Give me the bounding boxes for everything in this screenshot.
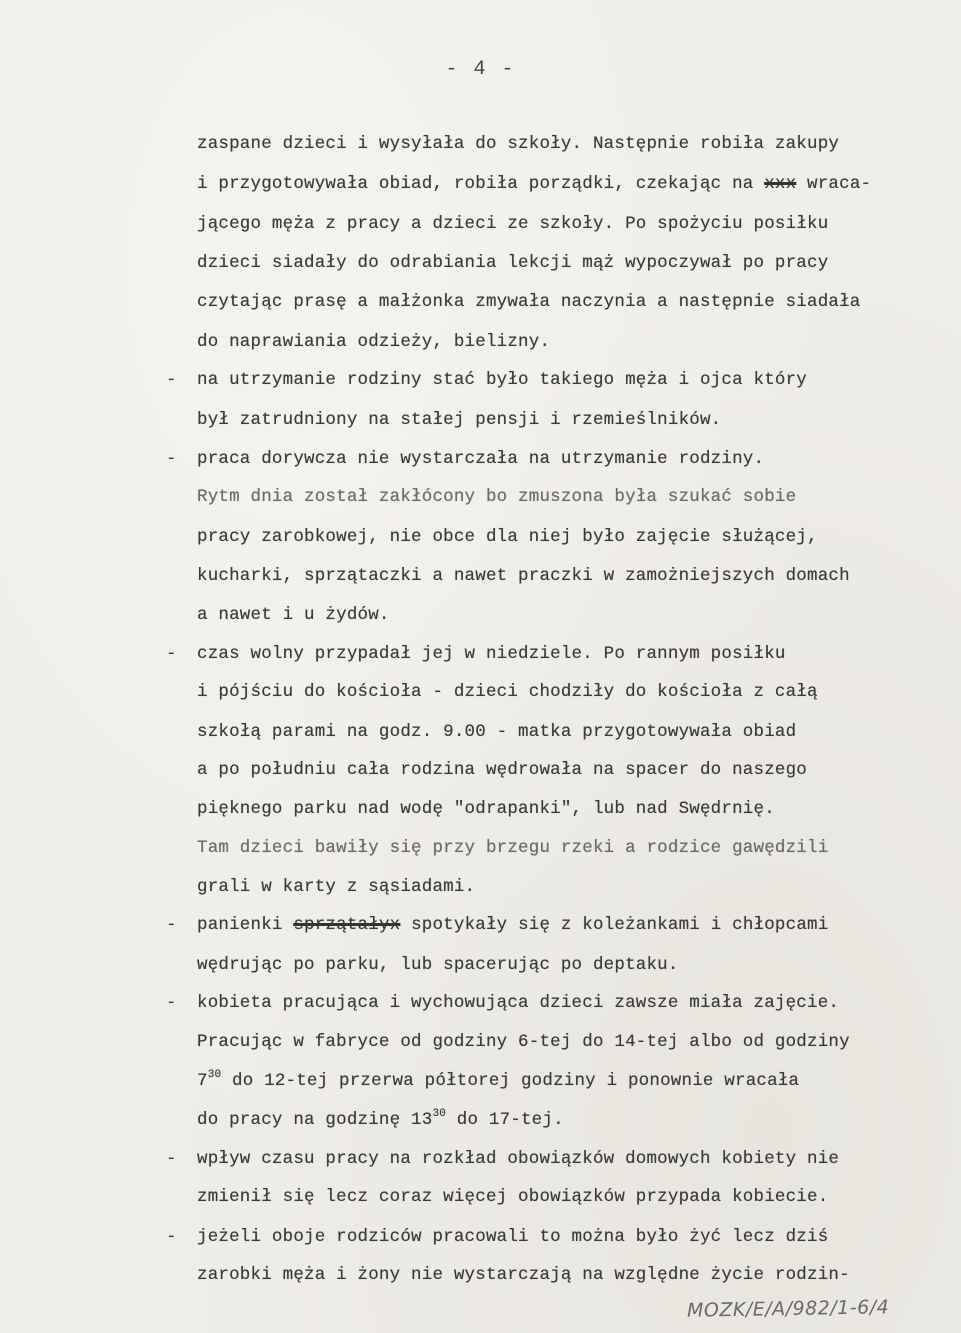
bullet-dash: - (166, 1149, 177, 1169)
text-line: zmienił się lecz coraz więcej obowiązków przypada kobiecie. (197, 1187, 829, 1207)
bullet-dash: - (166, 915, 177, 935)
text-line: dzieci siadały do odrabiania lekcji mąż wypoczywał po pracy (197, 253, 829, 273)
struck-out-word: xxx (764, 174, 797, 194)
text-line: i pójściu do kościoła - dzieci chodziły do kościoła z całą (197, 682, 818, 702)
text-fragment: panienki (197, 915, 283, 935)
text-line: a nawet i u żydów. (197, 605, 390, 625)
bullet-dash: - (166, 993, 177, 1013)
text-line: a po południu cała rodzina wędrowała na spacer do naszego (197, 760, 807, 780)
text-line: grali w karty z sąsiadami. (197, 877, 476, 897)
text-line: Tam dzieci bawiły się przy brzegu rzeki a rodzice gawędzili (197, 838, 829, 858)
text-line: kobieta pracująca i wychowująca dzieci zawsze miała zajęcie. (197, 993, 840, 1013)
text-line: czas wolny przypadał jej w niedziele. Po rannym posiłku (197, 644, 786, 664)
text-line: zarobki męża i żony nie wystarczają na względne życie rodzin- (197, 1265, 850, 1285)
text-fragment: do pracy na godzinę 13 (197, 1110, 433, 1130)
text-line: do naprawiania odzieży, bielizny. (197, 332, 551, 352)
text-fragment: i przygotowywała obiad, robiła porządki, czekając na (197, 174, 754, 194)
archive-reference: MOZK/E/A/982/1-6/4 (686, 1296, 890, 1322)
page-number: - 4 - (445, 58, 516, 81)
superscript: 30 (432, 1108, 447, 1120)
text-line: na utrzymanie rodziny stać było takiego męża i ojca który (197, 370, 807, 390)
struck-out-word: sprzątałyx (293, 915, 401, 935)
text-fragment: wraca- (807, 174, 872, 194)
text-line (197, 1110, 564, 1130)
text-line: wpływ czasu pracy na rozkład obowiązków domowych kobiety nie (197, 1149, 840, 1169)
bullet-dash: - (166, 370, 177, 390)
text-line: praca dorywcza nie wystarczała na utrzymanie rodziny. (197, 449, 765, 469)
text-line (197, 174, 871, 194)
text-line: jącego męża z pracy a dzieci ze szkoły. Po spożyciu posiłku (197, 214, 829, 234)
text-fragment: 7 (197, 1071, 208, 1091)
text-line: był zatrudniony na stałej pensji i rzemieślników. (197, 410, 722, 430)
text-line (197, 915, 828, 935)
text-line: Rytm dnia został zakłócony bo zmuszona była szukać sobie (197, 487, 797, 507)
text-line: czytając prasę a małżonka zmywała naczynia a następnie siadała (197, 292, 861, 312)
text-line: wędrując po parku, lub spacerując po deptaku. (197, 955, 679, 975)
text-line (197, 1071, 799, 1091)
text-fragment: do 12-tej przerwa półtorej godziny i ponownie wracała (221, 1071, 800, 1091)
text-line: jeżeli oboje rodziców pracowali to można było żyć lecz dziś (197, 1227, 829, 1247)
text-line: zaspane dzieci i wysyłała do szkoły. Następnie robiła zakupy (197, 134, 840, 154)
text-fragment: spotykały się z koleżankami i chłopcami (411, 915, 829, 935)
text-line: pięknego parku nad wodę "odrapanki", lub nad Swędrnię. (197, 799, 775, 819)
text-line: pracy zarobkowej, nie obce dla niej było zajęcie służącej, (197, 527, 818, 547)
bullet-dash: - (166, 1227, 177, 1247)
superscript: 30 (207, 1069, 222, 1081)
text-line: kucharki, sprzątaczki a nawet praczki w zamożniejszych domach (197, 566, 850, 586)
text-line: Pracując w fabryce od godziny 6-tej do 14-tej albo od godziny (197, 1032, 850, 1052)
text-fragment: do 17-tej. (446, 1110, 564, 1130)
bullet-dash: - (166, 644, 177, 664)
bullet-dash: - (166, 449, 177, 469)
text-line: szkołą parami na godz. 9.00 - matka przygotowywała obiad (197, 722, 797, 742)
